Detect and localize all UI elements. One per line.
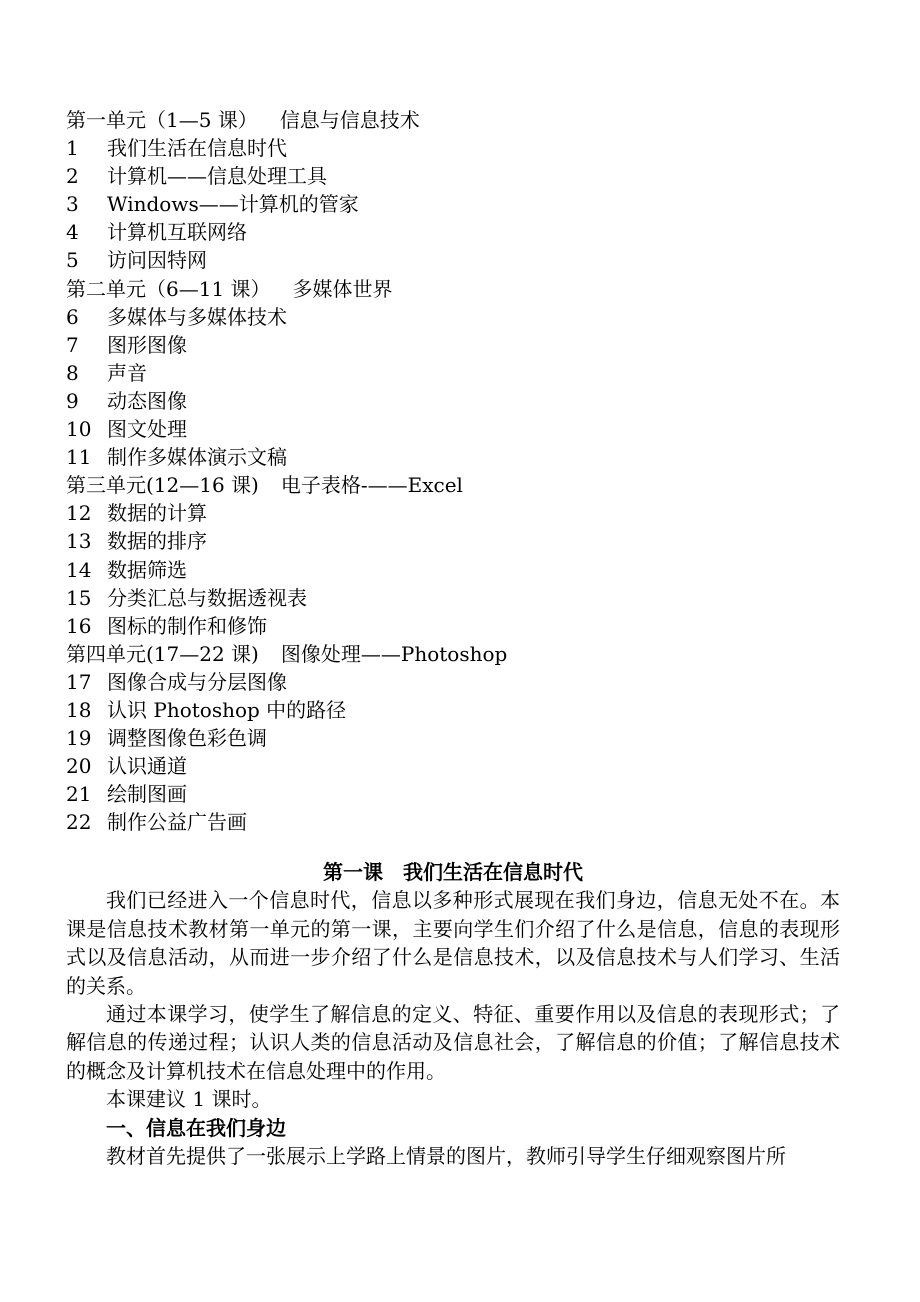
lesson-item [66, 499, 507, 527]
lesson-title: 计算机互联网络 [107, 220, 247, 245]
lesson-number: 12 [66, 501, 92, 526]
lesson-item [66, 218, 507, 246]
lesson-item [66, 696, 507, 724]
lesson-number: 22 [66, 810, 92, 835]
lesson-title: Windows——计算机的管家 [107, 192, 359, 217]
article-heading: 第一课 我们生活在信息时代 [323, 860, 583, 884]
lesson-title: 计算机——信息处理工具 [107, 164, 327, 189]
lesson-number: 6 [66, 304, 79, 329]
lesson-number: 20 [66, 754, 92, 779]
unit-heading [66, 106, 507, 134]
unit-title: 信息与信息技术 [279, 108, 420, 132]
lesson-title: 我们生活在信息时代 [107, 136, 287, 161]
lesson-item [66, 331, 507, 359]
unit-label: 第三单元(12—16 课) [66, 473, 259, 498]
lesson-number: 7 [66, 332, 79, 357]
unit-label: 第四单元(17—22 课) [66, 641, 259, 666]
lesson-title: 多媒体与多媒体技术 [107, 304, 287, 329]
lesson-title: 图标的制作和修饰 [107, 613, 267, 638]
lesson-number: 8 [66, 360, 79, 385]
objectives-paragraph: 通过本课学习，使学生了解信息的定义、特征、重要作用以及信息的表现形式；了解信息的传递过程；认识人类的信息活动及信息社会，了解信息的价值；了解信息技术的概念及计算机技术在信息处理中的作用。 [66, 1002, 840, 1083]
lesson-item [66, 162, 507, 190]
lesson-title: 数据的排序 [107, 529, 207, 554]
lesson-item [66, 359, 507, 387]
lesson-title: 动态图像 [107, 388, 187, 413]
lesson-item [66, 556, 507, 584]
lesson-item [66, 443, 507, 471]
lesson-number: 10 [66, 417, 92, 442]
lesson-number: 13 [66, 529, 92, 554]
lesson-number: 5 [66, 248, 79, 273]
unit-label: 第二单元（6—11 课） [66, 276, 271, 301]
lesson-number: 21 [66, 782, 92, 807]
lesson-item [66, 387, 507, 415]
lesson-item [66, 724, 507, 752]
lesson-number: 9 [66, 388, 79, 413]
lesson-number: 4 [66, 220, 79, 245]
section-paragraph: 教材首先提供了一张展示上学路上情景的图片，教师引导学生仔细观察图片所 [106, 1144, 786, 1169]
lesson-title: 制作公益广告画 [107, 810, 247, 835]
lesson-number: 17 [66, 669, 92, 694]
unit-title: 电子表格-——Excel [280, 473, 463, 498]
lesson-title: 访问因特网 [107, 248, 207, 273]
unit-title: 多媒体世界 [292, 276, 393, 301]
lesson-item [66, 415, 507, 443]
lesson-item [66, 303, 507, 331]
duration-paragraph: 本课建议 1 课时。 [106, 1087, 272, 1112]
section-heading: 一、信息在我们身边 [106, 1115, 286, 1140]
lesson-title: 数据筛选 [107, 557, 187, 582]
lesson-number: 15 [66, 585, 92, 610]
intro-paragraph: 我们已经进入一个信息时代，信息以多种形式展现在我们身边，信息无处不在。本课是信息技术教材第一单元的第一课，主要向学生们介绍了什么是信息，信息的表现形式以及信息活动，从而进一步介绍了什么是信息技术，以及信息技术与人们学习、生活的关系。 [66, 888, 840, 998]
lesson-item [66, 134, 507, 162]
lesson-number: 2 [66, 164, 79, 189]
lesson-title: 绘制图画 [107, 782, 187, 807]
lesson-number: 14 [66, 557, 92, 582]
lesson-title: 图文处理 [107, 417, 187, 442]
lesson-number: 16 [66, 613, 92, 638]
unit-heading [66, 471, 507, 499]
lesson-title: 分类汇总与数据透视表 [107, 585, 307, 610]
lesson-item [66, 780, 507, 808]
lesson-title: 数据的计算 [107, 501, 207, 526]
lesson-article [66, 858, 840, 1170]
lesson-item [66, 246, 507, 274]
table-of-contents [66, 106, 507, 836]
lesson-title: 认识通道 [107, 754, 187, 779]
unit-label: 第一单元（1—5 课） [66, 108, 258, 132]
lesson-title: 图像合成与分层图像 [107, 669, 287, 694]
lesson-number: 11 [66, 445, 92, 470]
lesson-number: 3 [66, 192, 79, 217]
lesson-item [66, 584, 507, 612]
lesson-item [66, 808, 507, 836]
lesson-title: 声音 [107, 360, 147, 385]
unit-heading [66, 640, 507, 668]
unit-title: 图像处理——Photoshop [280, 641, 508, 666]
lesson-title: 图形图像 [107, 332, 187, 357]
lesson-item [66, 612, 507, 640]
unit-heading [66, 275, 507, 303]
lesson-item [66, 668, 507, 696]
lesson-title: 认识 Photoshop 中的路径 [107, 697, 347, 722]
lesson-item [66, 752, 507, 780]
lesson-title: 制作多媒体演示文稿 [107, 445, 287, 470]
lesson-item [66, 190, 507, 218]
lesson-title: 调整图像色彩色调 [107, 726, 267, 751]
lesson-number: 1 [66, 136, 79, 161]
lesson-number: 19 [66, 726, 92, 751]
lesson-item [66, 527, 507, 555]
lesson-number: 18 [66, 697, 92, 722]
